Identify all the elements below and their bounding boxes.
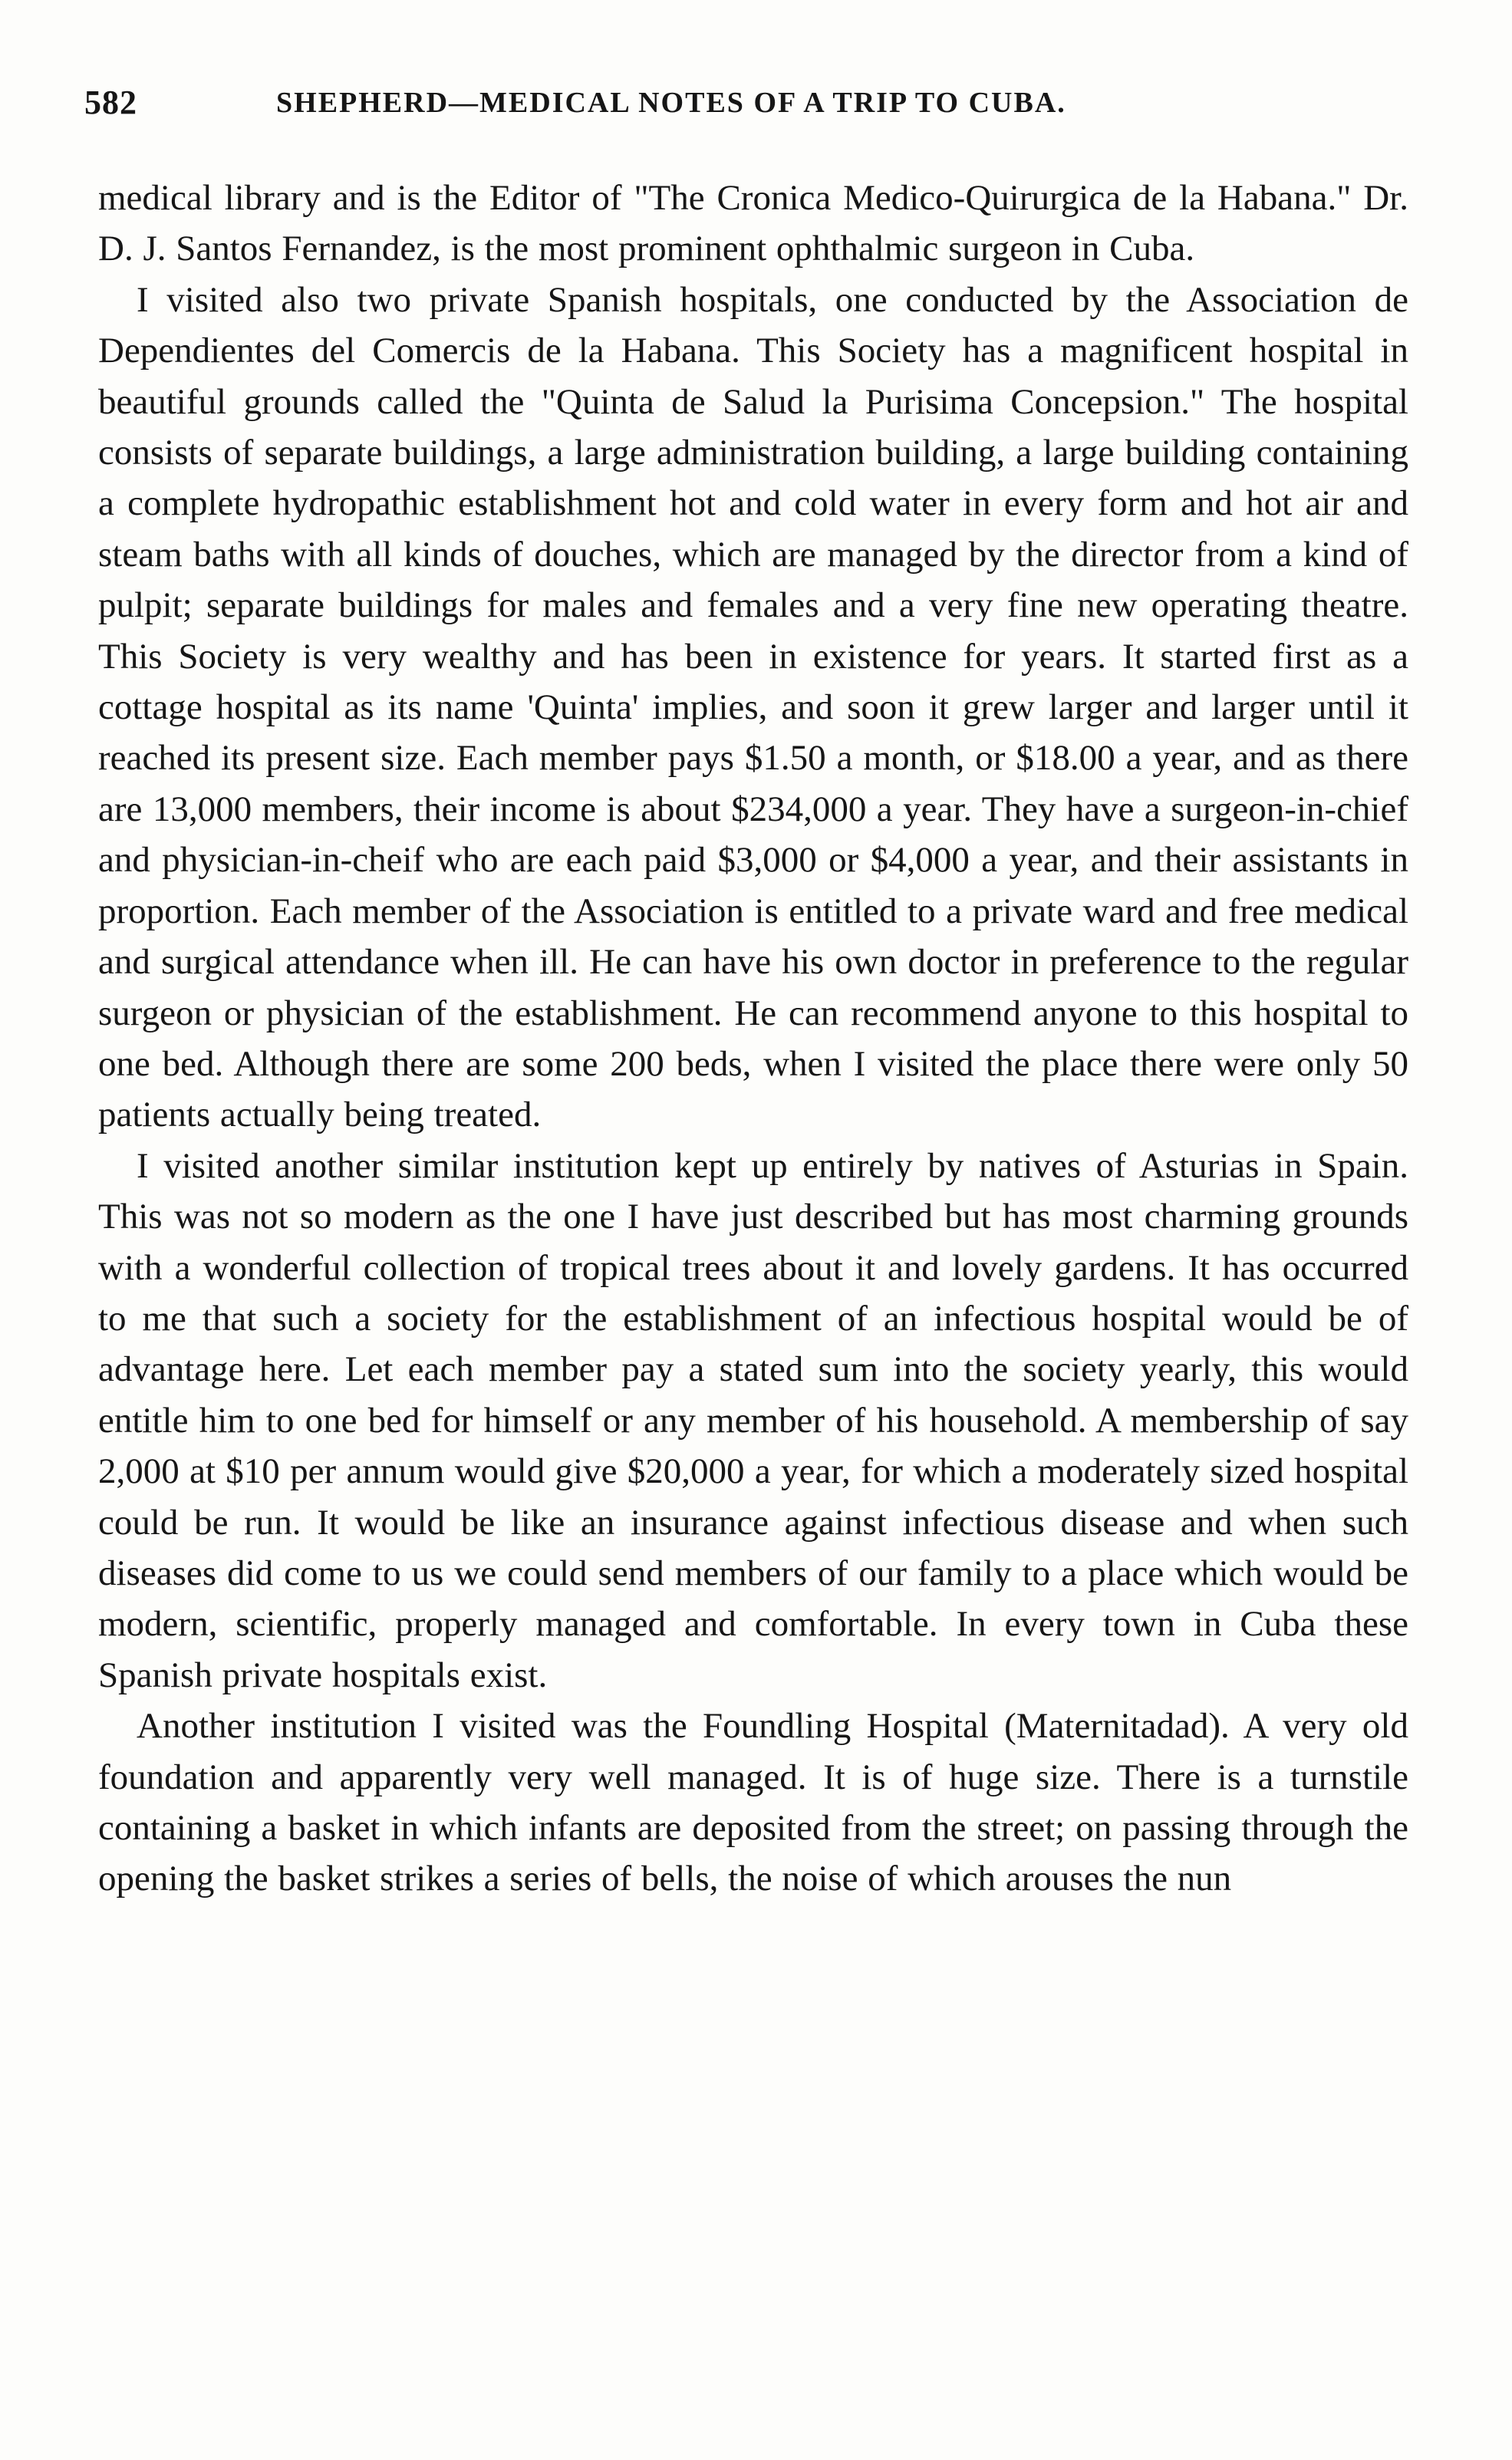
- paragraph-asturias-institution: I visited another similar institution kept up entirely by natives of Asturias in Spain. This was not so modern as the one I have just described but has most charming grounds with a wonderful collection of tropical trees about it and lovely gardens. It has occurred to me that such a society for the establishment of an infectious hospital would be of advantage here. Let each member pay a stated sum into the society yearly, this would entitle him to one bed for himself or any member of his household. A membership of say 2,000 at $10 per annum would give $20,000 a year, for which a moderately sized hospital could be run. It would be like an insurance against infectious disease and when such diseases did come to us we could send members of our family to a place which would be modern, scientific, properly managed and comfortable. In every town in Cuba these Spanish private hospitals exist.: [98, 1145, 1408, 1695]
- article-body: [98, 173, 1408, 1905]
- paragraph-continuation: medical library and is the Editor of "The Cronica Medico-Quirurgica de la Habana." Dr. D. J. Santos Fernandez, is the most prominent ophthalmic surgeon in Cuba.: [98, 178, 1408, 269]
- paragraph-private-hospitals: I visited also two private Spanish hospitals, one conducted by the Association de Dependientes del Comercis de la Habana. This Society has a magnificent hospital in beautiful grounds called the "Quinta de Salud la Purisima Concepsion." The hospital consists of separate buildings, a large administration building, a large building containing a complete hydropathic establishment hot and cold water in every form and hot air and steam baths with all kinds of douches, which are managed by the director from a kind of pulpit; separate buildings for males and females and a very fine new operating theatre. This Society is very wealthy and has been in existence for years. It started first as a cottage hospital as its name 'Quinta' implies, and soon it grew larger and larger until it reached its present size. Each member pays $1.50 a month, or $18.00 a year, and as there are 13,000 members, their income is about $234,000 a year. They have a surgeon-in-chief and physician-in-cheif who are each paid $3,000 or $4,000 a year, and their assistants in proportion. Each member of the Association is entitled to a private ward and free medical and surgical attendance when ill. He can have his own doctor in preference to the regular surgeon or physician of the establishment. He can recommend anyone to this hospital to one bed. Although there are some 200 beds, when I visited the place there were only 50 patients actually being treated.: [98, 279, 1408, 1135]
- paragraph-foundling-hospital: Another institution I visited was the Foundling Hospital (Maternitadad). A very old foundation and apparently very well managed. It is of huge size. There is a turnstile containing a basket in which infants are deposited from the street; on passing through the opening the basket strikes a series of bells, the noise of which arouses the nun: [98, 1706, 1408, 1899]
- page-header: [84, 83, 1419, 129]
- page-number: 582: [84, 84, 137, 121]
- running-head: SHEPHERD—MEDICAL NOTES OF A TRIP TO CUBA.: [276, 87, 1066, 119]
